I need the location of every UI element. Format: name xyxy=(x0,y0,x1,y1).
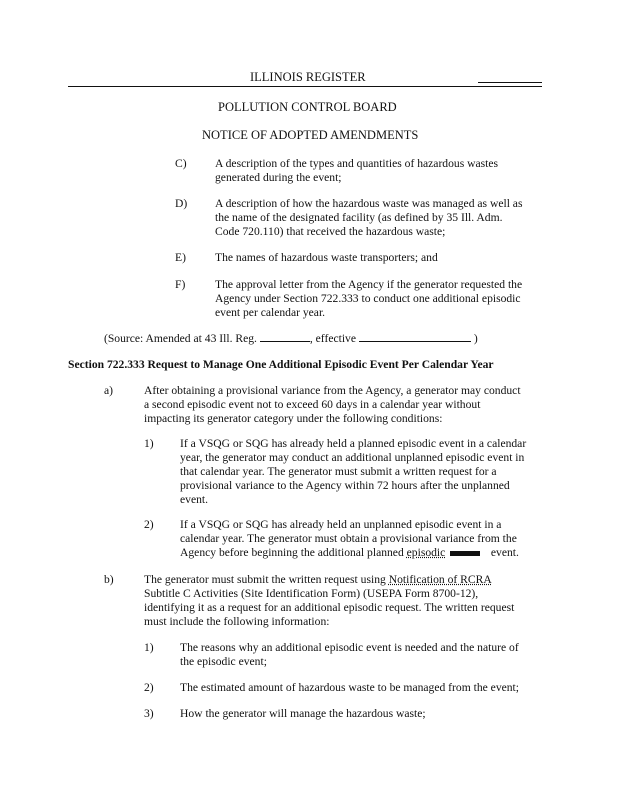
item-f-line-1: The approval letter from the Agency if the generator requested the xyxy=(215,278,523,291)
a-item-2-line-1: If a VSQG or SQG has already held an unplanned episodic event in a xyxy=(180,518,502,531)
para-b-line-1-prefix: The generator must submit the written request using xyxy=(144,573,389,586)
a-item-1-line-1: If a VSQG or SQG has already held a planned episodic event in a calendar xyxy=(180,437,527,450)
source-prefix: (Source: Amended at 43 Ill. Reg. xyxy=(104,332,257,345)
item-label-f: F) xyxy=(175,278,186,291)
register-title: ILLINOIS REGISTER xyxy=(250,70,366,84)
b-item-1-label: 1) xyxy=(144,641,154,654)
para-a-line-1: After obtaining a provisional variance from the Agency, a generator may conduct xyxy=(144,384,521,397)
b-item-2-label: 2) xyxy=(144,681,154,694)
b-item-1-line-2: the episodic event; xyxy=(180,655,267,668)
source-line xyxy=(104,331,478,346)
para-b-line-2: Subtitle C Activities (Site Identification Form) (USEPA Form 8700-12), xyxy=(144,587,479,600)
item-f-line-2: Agency under Section 722.333 to conduct one additional episodic xyxy=(215,292,521,305)
para-b-form-name: Notification of RCRA xyxy=(388,573,492,586)
a-item-1-line-3: that calendar year. The generator must submit a written request for a xyxy=(180,465,497,478)
a-item-2-label: 2) xyxy=(144,518,154,531)
item-label-e: E) xyxy=(175,251,186,264)
para-b-label: b) xyxy=(104,573,114,586)
a-item-2-last-suffix: event. xyxy=(490,546,519,559)
para-b-line-4: must include the following information: xyxy=(144,615,330,628)
para-b-line-1 xyxy=(144,573,492,587)
item-label-c: C) xyxy=(175,157,187,170)
a-item-1-line-2: year, the generator may conduct an additional unplanned episodic event in xyxy=(180,451,525,464)
a-item-2-last-underlined: episodic xyxy=(406,546,446,559)
a-item-2-last-prefix: Agency before beginning the additional planned xyxy=(180,546,407,559)
a-item-1-line-4: provisional variance to the Agency within 72 hours after the unplanned xyxy=(180,479,510,492)
b-item-2-line-1: The estimated amount of hazardous waste to be managed from the event; xyxy=(180,681,519,694)
item-f-line-3: event per calendar year. xyxy=(215,306,326,319)
source-blank-reg xyxy=(260,331,310,342)
header-rule xyxy=(68,86,542,87)
board-title: POLLUTION CONTROL BOARD xyxy=(218,100,397,114)
source-blank-effective xyxy=(359,331,471,342)
para-a-line-2: a second episodic event not to exceed 60 days in a calendar year without xyxy=(144,398,481,411)
a-item-1-line-5: event. xyxy=(180,493,209,506)
section-title: Section 722.333 Request to Manage One Additional Episodic Event Per Calendar Year xyxy=(68,358,494,371)
a-item-2-line-2: calendar year. The generator must obtain a provisional variance from the xyxy=(180,532,517,545)
source-middle: , effective xyxy=(309,332,356,345)
item-e-line-1: The names of hazardous waste transporters; and xyxy=(215,251,438,264)
source-suffix: ) xyxy=(473,332,478,345)
item-d-line-2: the name of the designated facility (as defined by 35 Ill. Adm. xyxy=(215,211,503,224)
para-b-line-3: identifying it as a request for an additional episodic request. The written request xyxy=(144,601,515,614)
a-item-2-line-3 xyxy=(180,546,519,560)
item-label-d: D) xyxy=(175,197,188,210)
item-c-line-1: A description of the types and quantities of hazardous wastes xyxy=(215,157,499,170)
para-a-label: a) xyxy=(104,384,114,397)
b-item-1-line-1: The reasons why an additional episodic event is needed and the nature of xyxy=(180,641,519,654)
item-d-line-1: A description of how the hazardous waste was managed as well as xyxy=(215,197,523,210)
item-d-line-3: Code 720.110) that received the hazardous waste; xyxy=(215,225,446,238)
header-underline xyxy=(478,82,542,83)
b-item-3-line-1: How the generator will manage the hazardous waste; xyxy=(180,707,426,720)
b-item-3-label: 3) xyxy=(144,707,154,720)
item-c-line-2: generated during the event; xyxy=(215,171,342,184)
a-item-1-label: 1) xyxy=(144,437,154,450)
para-a-line-3: impacting its generator category under the following conditions: xyxy=(144,412,443,425)
notice-title: NOTICE OF ADOPTED AMENDMENTS xyxy=(202,128,419,142)
strikethrough-mark xyxy=(450,551,480,556)
